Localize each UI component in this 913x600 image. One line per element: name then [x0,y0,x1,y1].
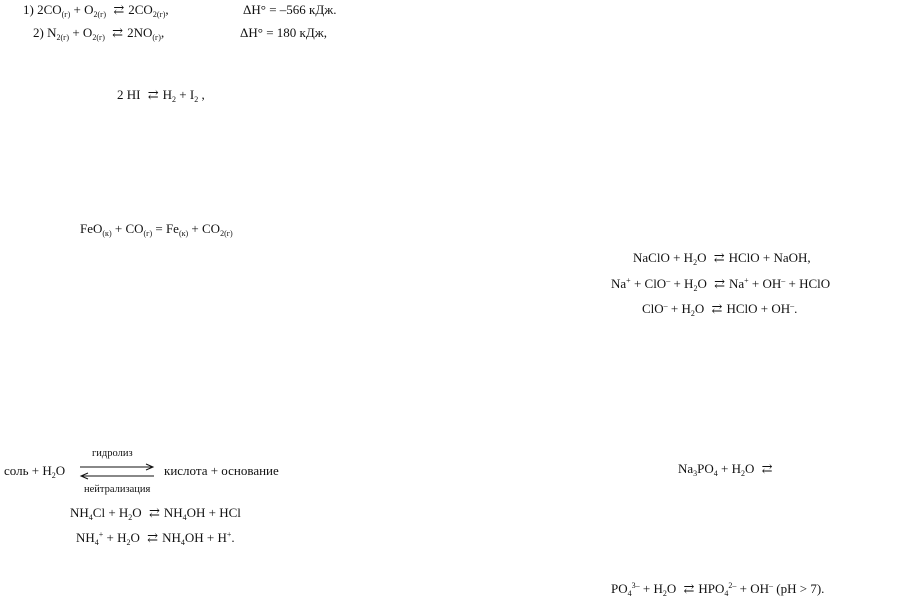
eq-text: Na [728,276,745,291]
eq-subscript: 4 [724,589,729,598]
eq-text: + CO [188,221,221,236]
eq-text: O [697,276,707,291]
eq-text: HClO + NaOH, [728,250,811,265]
equilibrium-arrow: ⇄ [714,276,725,291]
eq-text: O [697,250,707,265]
eq-text: соль + H [4,463,52,478]
equation-hi-decomposition [117,87,205,103]
eq-subscript: 2(г) [56,33,70,42]
equation-nh4-ionic [76,530,235,546]
eq-text: O [694,301,705,316]
eq-text: OH + H [184,530,227,545]
eq-text: + OH [748,276,782,291]
equation-naclo-short-ionic [642,301,797,317]
eq-subscript: (к) [178,229,189,238]
eq-text: , [165,2,169,17]
eq-text: HPO [698,581,725,596]
enthalpy-value-1: ΔH° = –566 кДж. [243,2,337,17]
reversible-arrows-icon [78,462,158,482]
eq-text: + I [176,87,195,102]
eq-text: 2 HI [117,87,141,102]
eq-superscript: – [666,276,671,285]
equation-n2-oxidation [33,25,164,41]
eq-subscript: (к) [102,229,112,238]
eq-subscript: (г) [61,10,71,19]
eq-subscript: 2 [126,538,131,547]
equation-naclo-full-ionic [611,276,830,292]
scheme-left-side [4,463,65,479]
eq-text: . [794,301,798,316]
eq-text: NH [163,505,183,520]
eq-text: + H [717,461,742,476]
eq-text: O [745,461,755,476]
enthalpy-value-2: ΔH° = 180 кДж, [240,25,327,40]
eq-text: PO [611,581,628,596]
eq-subscript: 4 [627,589,632,598]
eq-subscript: 2(г) [92,33,105,42]
eq-text: Na [678,461,694,476]
eq-subscript: 4 [88,513,93,522]
eq-superscript: + [626,276,631,285]
eq-subscript: (г) [143,229,153,238]
eq-text: + OH [736,581,770,596]
eq-text: O [130,530,140,545]
eq-superscript: 2– [728,581,737,590]
eq-text: O [666,581,677,596]
eq-superscript: + [98,530,104,539]
eq-superscript: + [226,530,232,539]
eq-text: + HClO [785,276,831,291]
eq-superscript: – [781,276,786,285]
equilibrium-arrow: ⇄ [147,530,159,545]
eq-subscript: 2 [172,95,177,104]
eq-text: + O [69,25,93,40]
eq-text: FeO [80,221,103,236]
eq-text: Cl + H [92,505,129,520]
hydrolysis-label: гидролиз [92,448,133,459]
equation-po4-ionic [611,581,824,597]
eq-text: NaClO + H [633,250,694,265]
eq-text: OH + HCl [186,505,241,520]
eq-subscript: 3 [693,469,698,478]
equation-naclo-molecular [633,250,811,266]
eq-text: PO [697,461,714,476]
neutralization-label: нейтрализация [84,484,151,495]
equilibrium-arrow: ⇄ [683,581,695,596]
eq-text: 2) N [33,25,57,40]
equilibrium-arrow: ⇄ [148,505,160,520]
eq-text: 2NO [127,25,153,40]
eq-subscript: 4 [713,469,718,478]
eq-superscript: – [769,581,774,590]
eq-subscript: 2 [693,284,698,293]
eq-subscript: 2 [690,309,695,318]
equilibrium-arrow: ⇄ [147,87,159,102]
eq-text: + O [70,2,94,17]
eq-subscript: (г) [152,33,161,42]
eq-text: = Fe [152,221,179,236]
eq-text: + ClO [630,276,667,291]
eq-text: HClO + OH [726,301,791,316]
eq-text: NH [76,530,95,545]
eq-text: + H [670,276,694,291]
eq-text: NH [162,530,181,545]
eq-superscript: 3– [631,581,640,590]
equation-na3po4 [678,461,777,477]
eq-text: O [55,463,66,478]
eq-subscript: 2(г) [220,229,233,238]
eq-superscript: – [790,301,795,310]
eq-superscript: + [744,276,749,285]
eq-subscript: 2(г) [152,10,166,19]
eq-subscript: 2 [741,469,746,478]
eq-subscript: 2 [693,258,698,267]
equilibrium-arrow: ⇄ [113,2,125,17]
eq-text: (pH > 7). [773,581,825,596]
eq-text: O [132,505,142,520]
equation-nh4cl-molecular [70,505,241,521]
eq-subscript: 2 [51,471,56,480]
eq-subscript: 4 [182,513,187,522]
equilibrium-arrow: ⇄ [112,25,124,40]
equation-feo-reduction [80,221,233,237]
eq-subscript: 4 [94,538,99,547]
equilibrium-arrow: ⇄ [761,461,773,476]
eq-text: Na [611,276,627,291]
eq-text: , [160,25,165,40]
hydrolysis-scheme [4,448,314,498]
eq-subscript: 2 [662,589,667,598]
eq-text: + H [639,581,663,596]
eq-subscript: 2(г) [93,10,107,19]
eq-subscript: 2 [128,513,133,522]
scheme-right-side: кислота + основание [164,463,279,478]
eq-subscript: 2 [194,95,199,104]
eq-text: + CO [111,221,144,236]
eq-text: + H [103,530,127,545]
equation-co-oxidation [23,2,169,18]
eq-text: ClO [642,301,664,316]
eq-text: , [198,87,205,102]
eq-text: . [231,530,235,545]
eq-superscript: – [663,301,668,310]
eq-text: + H [667,301,691,316]
equilibrium-arrow: ⇄ [711,301,723,316]
eq-text: 2CO [128,2,153,17]
eq-text: NH [70,505,89,520]
eq-text: H [162,87,173,102]
eq-subscript: 4 [180,538,185,547]
eq-text: 1) 2CO [23,2,62,17]
equilibrium-arrow: ⇄ [713,250,725,265]
